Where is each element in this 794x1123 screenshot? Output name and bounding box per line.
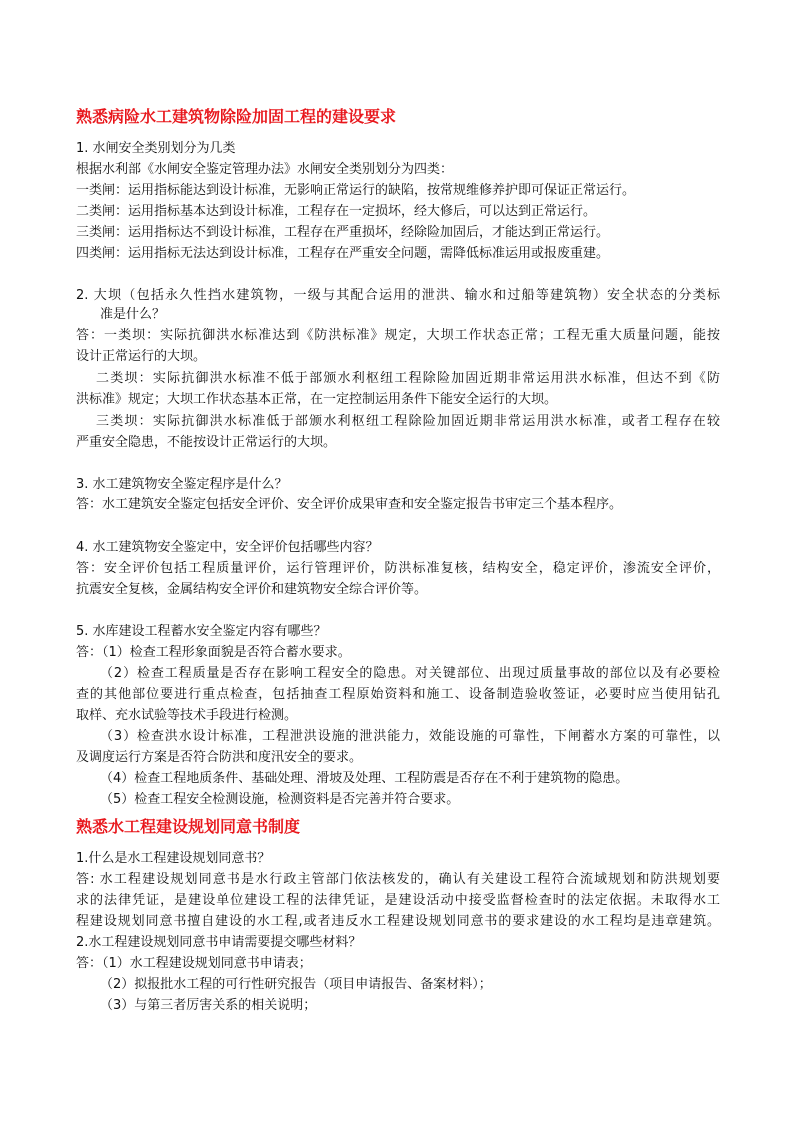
- paragraph-line: （3）与第三者厉害关系的相关说明；: [100, 998, 317, 1013]
- paragraph-line: 一类闸：运用指标能达到设计标准，无影响正常运行的缺陷，按常规维修养护即可保证正常运行。: [76, 183, 636, 198]
- question-1: 1.什么是水工程建设规划同意书？: [76, 851, 271, 866]
- paragraph-line: （3）检查洪水设计标准，工程泄洪设施的泄洪能力，效能设施的可靠性，下闸蓄水方案的可靠性，以: [100, 729, 720, 744]
- paragraph-line: 根据水利部《水闸安全鉴定管理办法》水闸安全类别划分为四类：: [76, 162, 454, 177]
- paragraph-line: 洪标准》规定；大坝工作状态基本正常，在一定控制运用条件下能安全运行的大坝。: [76, 392, 558, 407]
- paragraph-line: （2）检查工程质量是否存在影响工程安全的隐患。对关键部位、出现过质量事故的部位以及有必要检: [100, 666, 720, 681]
- question-5: 5. 水库建设工程蓄水安全鉴定内容有哪些？: [76, 624, 327, 639]
- section-heading-planning-consent: 熟悉水工程建设规划同意书制度: [76, 817, 301, 836]
- paragraph-line: 三类闸：运用指标达不到设计标准，工程存在严重损坏，经除险加固后，才能达到正常运行。: [76, 225, 610, 240]
- question-3: 3. 水工建筑物安全鉴定程序是什么？: [76, 477, 288, 492]
- paragraph-line: 三类坝：实际抗御洪水标准低于部颁水利枢纽工程除险加固近期非常运用洪水标准，或者工程存在较: [96, 414, 720, 429]
- question-2: 2.水工程建设规划同意书申请需要提交哪些材料？: [76, 935, 362, 950]
- paragraph-line: （2）拟报批水工程的可行性研究报告（项目申请报告、备案材料）；: [100, 977, 492, 992]
- paragraph-line: （5）检查工程安全检测设施，检测资料是否完善并符合要求。: [100, 792, 460, 807]
- question-2: 2. 大坝（包括永久性挡水建筑物，一级与其配合运用的泄洪、输水和过船等建筑物）安全状态的分类标: [76, 288, 720, 303]
- paragraph-line: 严重安全隐患，不能按设计正常运行的大坝。: [76, 435, 337, 450]
- paragraph-line: 查的其他部位要进行重点检查，包括抽查工程原始资料和施工、设备制造验收签证，必要时应当使用钻孔: [76, 687, 720, 702]
- section-heading-dangerous-works: 熟悉病险水工建筑物除险加固工程的建设要求: [76, 107, 397, 126]
- paragraph-line: 答：安全评价包括工程质量评价，运行管理评价，防洪标准复核，结构安全，稳定评价，渗流安全评价，: [76, 561, 720, 576]
- paragraph-line: 答：水工建筑安全鉴定包括安全评价、安全评价成果审查和安全鉴定报告书审定三个基本程序。: [76, 497, 623, 512]
- paragraph-line: 程建设规划同意书擅自建设的水工程,或者违反水工程建设规划同意书的要求建设的水工程均是违章建筑。: [76, 914, 720, 929]
- paragraph-line: 答：一类坝：实际抗御洪水标准达到《防洪标准》规定，大坝工作状态正常；工程无重大质量问题，能按: [76, 328, 720, 343]
- paragraph-line: 取样、充水试验等技术手段进行检测。: [76, 708, 298, 723]
- question-1: 1. 水闸安全类别划分为几类: [76, 141, 236, 156]
- paragraph-line: 四类闸：运用指标无法达到设计标准，工程存在严重安全问题，需降低标准运用或报废重建。: [76, 246, 610, 261]
- paragraph-line: 求的法律凭证，是建设单位建设工程的法律凭证，是建设活动中接受监督检查时的法定依据。未取得水工: [76, 893, 720, 908]
- paragraph-line: 二类闸：运用指标基本达到设计标准，工程存在一定损坏，经大修后，可以达到正常运行。: [76, 204, 597, 219]
- paragraph-line: 及调度运行方案是否符合防洪和度汛安全的要求。: [76, 750, 363, 765]
- paragraph-line: （4）检查工程地质条件、基础处理、滑坡及处理、工程防震是否存在不利于建筑物的隐患。: [100, 771, 629, 786]
- paragraph-line: 答：（1）水工程建设规划同意书申请表；: [76, 956, 312, 971]
- question-4: 4. 水工建筑物安全鉴定中，安全评价包括哪些内容？: [76, 540, 379, 555]
- paragraph-line: 二类坝：实际抗御洪水标准不低于部颁水利枢纽工程除险加固近期非常运用洪水标准，但达不到《防: [96, 371, 720, 386]
- question-2-cont: 准是什么？: [100, 307, 166, 322]
- paragraph-line: 答：（1）检查工程形象面貌是否符合蓄水要求。: [76, 645, 351, 660]
- paragraph-line: 设计正常运行的大坝。: [76, 349, 207, 364]
- paragraph-line: 答: 水工程建设规划同意书是水行政主管部门依法核发的，确认有关建设工程符合流域规划和防洪规划要: [76, 872, 720, 887]
- paragraph-line: 抗震安全复核，金属结构安全评价和建筑物安全综合评价等。: [76, 582, 428, 597]
